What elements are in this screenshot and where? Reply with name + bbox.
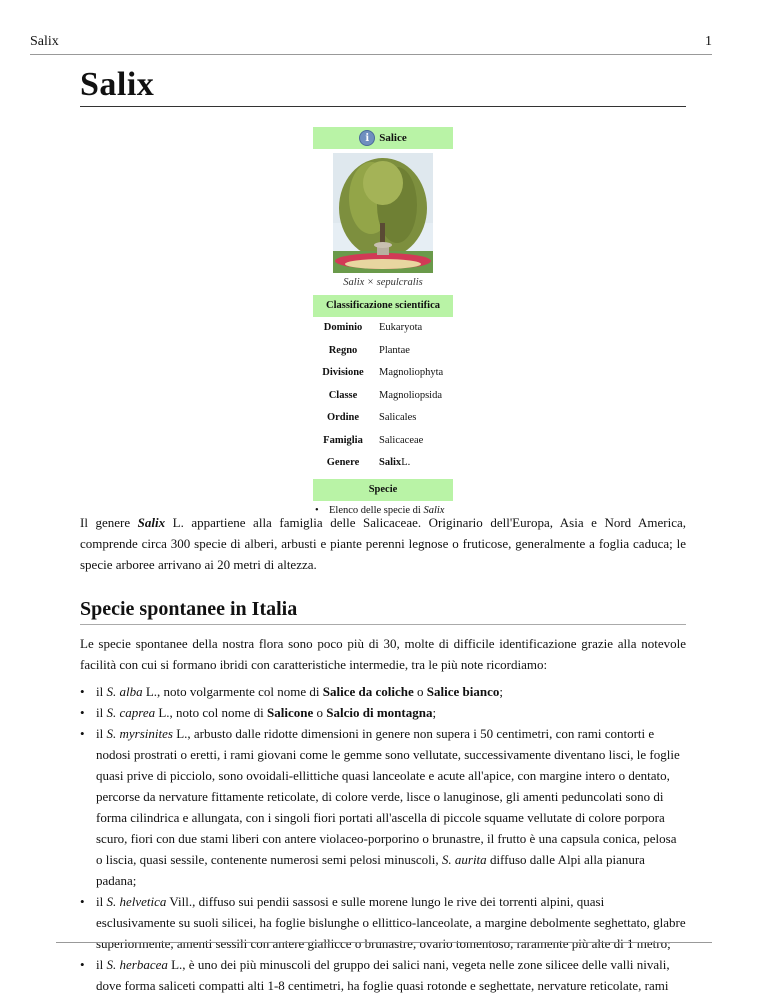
item-text: L., noto col nome di [155, 705, 268, 720]
item-text: diffuso dalle Alpi alla pianura padana; [96, 852, 645, 888]
taxon-rank: Regno [328, 344, 358, 356]
item-text: L., noto volgarmente col nome di [142, 684, 323, 699]
list-item [80, 954, 686, 996]
item-text: L., è uno dei più minuscoli del gruppo dei salici nani, vegeta nelle zone silicee delle valli nivali, dove forma saliceti compatti alti 1-8 centimetri, ha foglie quasi rotonde e seghettate, nervature reticolate, rami [96, 957, 670, 993]
genus-name: Salix [379, 457, 402, 468]
item-text: o [313, 705, 327, 720]
infobox-header [313, 127, 453, 149]
info-icon[interactable]: i [359, 130, 375, 146]
taxon-row [313, 362, 453, 385]
infobox-header-label: Salice [379, 132, 407, 144]
taxon-rank: Famiglia [323, 434, 363, 446]
item-text: ; [499, 684, 503, 699]
item-text: il [96, 957, 107, 972]
species-name: S. herbacea [106, 957, 168, 972]
species-name: S. caprea [106, 705, 156, 720]
genus-author: L. [401, 457, 411, 468]
taxon-row [313, 385, 453, 408]
list-item [80, 702, 686, 723]
species-name: S. alba [106, 684, 143, 699]
common-name: Salicone [267, 705, 314, 720]
taxon-rank: Classe [328, 389, 358, 401]
item-text: L., arbusto dalle ridotte dimensioni in genere non supera i 50 centimetri, con rami contorti e nodosi prostrati o eretti, i rami giovani come le gemme sono vellutate, successivamente diventano lisci, le foglie quasi prive di picciolo, sono ovoidali-ellittiche quasi lanceolate e acute all'apice, con margine intero o dentato, percorse da nervature fittamente reticolate, di colore verde, lisce o lanuginose, gli amenti peduncolati sono di forma cilindrica e allungata, con i singoli fiori portati all'ascella di piccole squame vellutate di colore porpora scuro, fiori con due stami liberi con antere violaceo-porporino o brunastre, il frutto è una capsula conica, pelosa o liscia, quasi sessile, contenente numerosi semi pelosi minuscoli, [96, 726, 680, 867]
item-text: ; [432, 705, 437, 720]
genus-term: Salix [137, 515, 166, 530]
page-title: Salix [80, 66, 155, 103]
list-item [80, 681, 686, 702]
item-text: Vill., diffuso sui pendii sassosi e sulle morene lungo le rive dei torrenti alpini, quasi esclusivamente su suoli silicei, ha foglie bislunghe o ellittico-lanceolate, a margine debolmente seghettato, glabre superiormente, amenti sessili con antere giallicce o brunastre, ovario tomentoso, raramente più alte di 1 metro; [96, 894, 686, 951]
species-list [80, 681, 686, 996]
item-text: il [96, 705, 107, 720]
species-link-genus: Salix [423, 504, 445, 516]
taxon-row [313, 452, 453, 475]
species-name: S. helvetica [106, 894, 167, 909]
taxon-value[interactable]: Magnoliopsida [379, 389, 442, 401]
taxon-rank: Genere [326, 457, 360, 468]
intro-paragraph [80, 512, 686, 575]
image-caption: Salix × sepulcralis [343, 277, 423, 288]
list-item [80, 723, 686, 891]
bullet: • [315, 504, 319, 516]
list-item [80, 891, 686, 954]
weeping-willow-photo[interactable] [333, 153, 433, 273]
header-divider [30, 54, 712, 55]
taxon-value[interactable]: Salicales [379, 412, 417, 423]
common-name: Salcio di montagna [326, 705, 433, 720]
article-body [80, 512, 686, 996]
taxon-row [313, 317, 453, 340]
taxon-row [313, 430, 453, 453]
taxon-value [373, 452, 453, 475]
infobox [313, 127, 453, 516]
item-text: il [96, 894, 107, 909]
item-text: o [413, 684, 427, 699]
taxon-row [313, 340, 453, 363]
species-name: S. aurita [441, 852, 487, 867]
classification-header: Classificazione scientifica [313, 295, 453, 317]
section-heading: Specie spontanee in Italia [80, 599, 686, 625]
item-text: il [96, 684, 107, 699]
species-header: Specie [313, 479, 453, 501]
footer-divider [56, 942, 712, 943]
title-divider [80, 106, 686, 107]
taxon-row [313, 407, 453, 430]
species-link-text: Elenco delle specie di [329, 504, 424, 516]
running-title: Salix [30, 34, 59, 49]
taxon-rank: Dominio [323, 322, 363, 333]
page-number: 1 [705, 34, 712, 49]
running-header [30, 34, 712, 50]
item-text: il [96, 726, 107, 741]
intro-text: Il genere [80, 515, 138, 530]
taxon-rank: Divisione [322, 367, 364, 378]
taxon-value[interactable]: Plantae [379, 344, 410, 356]
taxon-rank: Ordine [326, 412, 360, 423]
species-name: S. myrsinites [106, 726, 173, 741]
taxon-value[interactable]: Salicaceae [379, 434, 424, 446]
intro-text: L. appartiene alla famiglia delle Salicaceae. Originario dell'Europa, Asia e Nord America, comprende circa 300 specie di alberi, arbusti e piante perenni legnose o fruticose, generalmente a foglia caduca; le specie arboree arrivano ai 20 metri di altezza. [80, 515, 686, 572]
common-name: Salice bianco [426, 684, 500, 699]
taxon-value[interactable]: Eukaryota [379, 322, 423, 333]
section-paragraph: Le specie spontanee della nostra flora sono poco più di 30, molte di difficile identificazione grazie alla notevole facilità con cui si formano ibridi con caratteristiche intermedie, tra le più note ricordiamo: [80, 636, 686, 672]
taxon-value[interactable]: Magnoliophyta [379, 367, 444, 378]
common-name: Salice da coliche [322, 684, 414, 699]
